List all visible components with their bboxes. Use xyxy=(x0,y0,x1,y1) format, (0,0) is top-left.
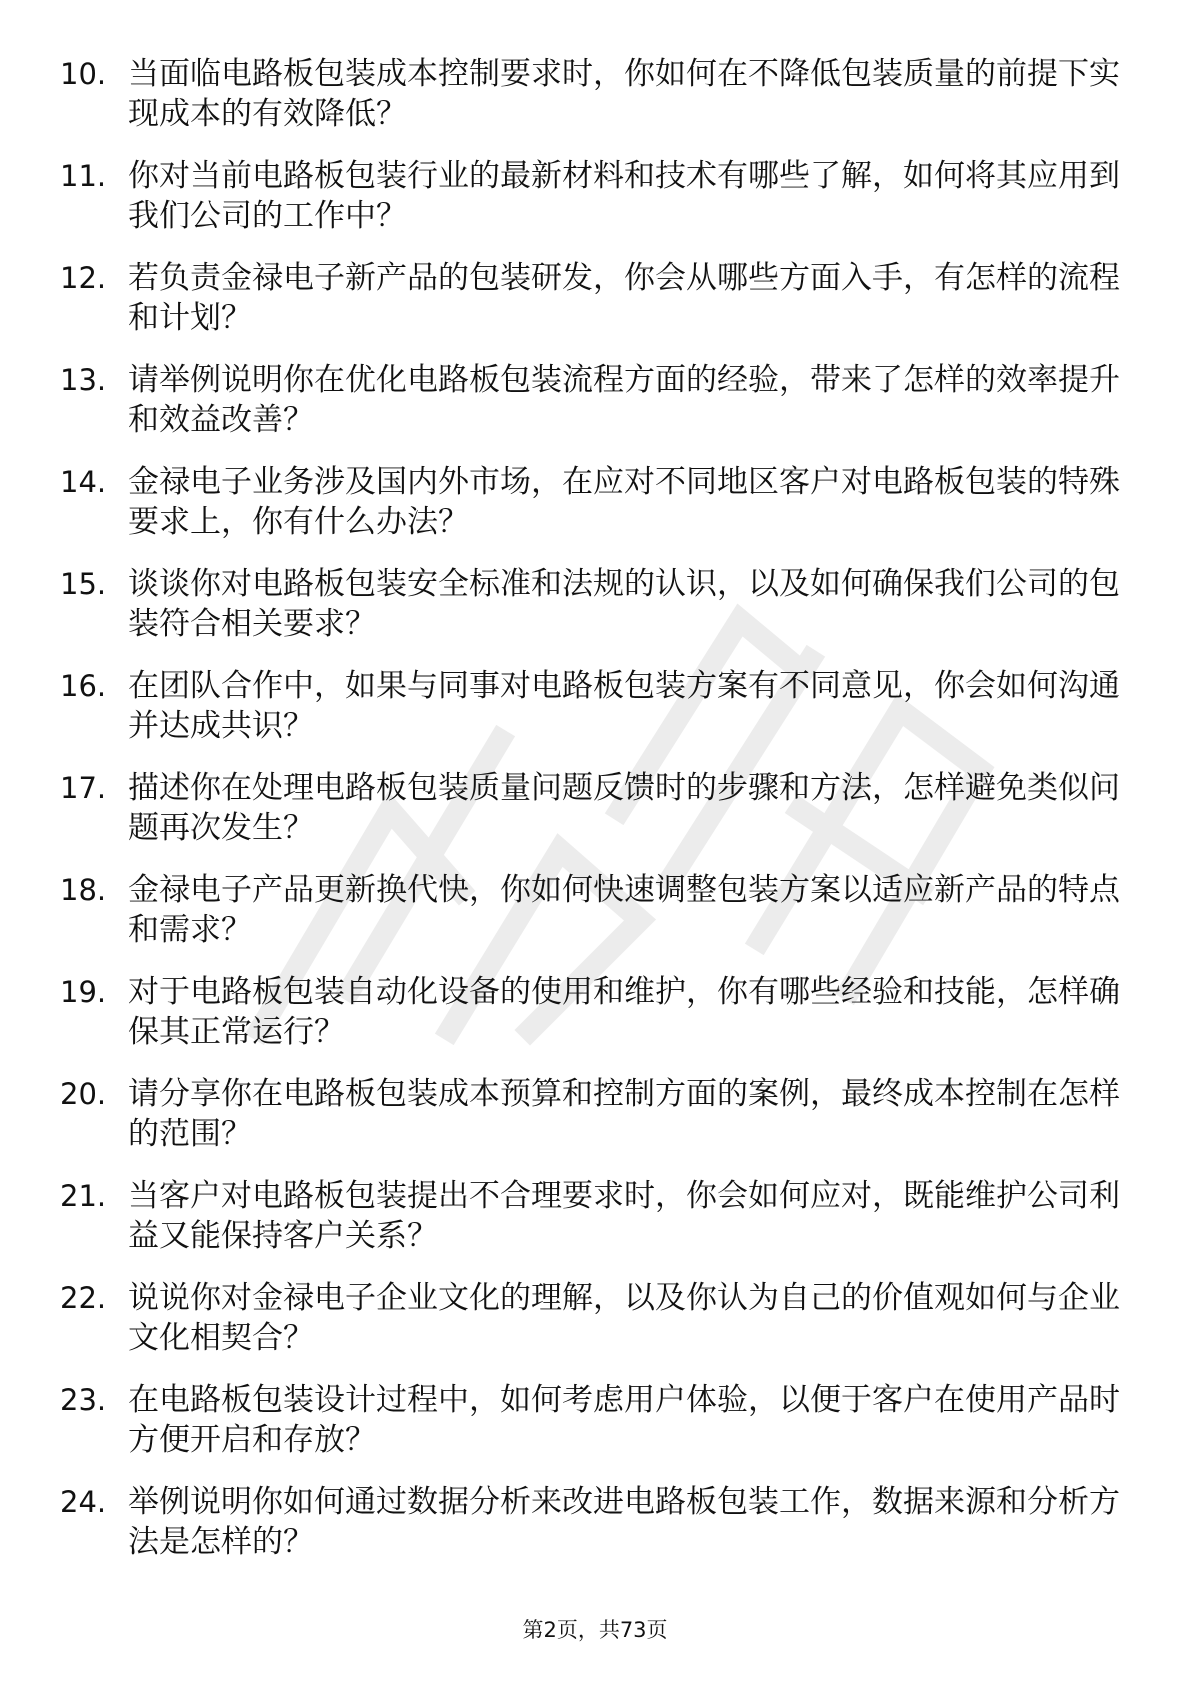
question-number: 12. xyxy=(60,261,107,295)
question-text: 请举例说明你在优化电路板包装流程方面的经验，带来了怎样的效率提升和效益改善？ xyxy=(128,362,1120,438)
question-number: 23. xyxy=(60,1383,107,1417)
question-item xyxy=(60,870,1120,950)
question-text: 举例说明你如何通过数据分析来改进电路板包装工作，数据来源和分析方法是怎样的？ xyxy=(128,1484,1120,1560)
question-number: 20. xyxy=(60,1077,107,1111)
question-number: 21. xyxy=(60,1179,107,1213)
question-list xyxy=(60,54,1120,1584)
question-text: 在电路板包装设计过程中，如何考虑用户体验，以便于客户在使用产品时方便开启和存放？ xyxy=(128,1382,1120,1458)
question-item xyxy=(60,1482,1120,1562)
question-number: 16. xyxy=(60,669,107,703)
question-number: 18. xyxy=(60,873,107,907)
question-text: 描述你在处理电路板包装质量问题反馈时的步骤和方法，怎样避免类似问题再次发生？ xyxy=(128,770,1120,846)
question-text: 说说你对金禄电子企业文化的理解，以及你认为自己的价值观如何与企业文化相契合？ xyxy=(128,1280,1120,1356)
question-text: 若负责金禄电子新产品的包装研发，你会从哪些方面入手，有怎样的流程和计划？ xyxy=(128,260,1120,336)
question-item xyxy=(60,1176,1120,1256)
question-number: 14. xyxy=(60,465,107,499)
question-item xyxy=(60,360,1120,440)
question-text: 请分享你在电路板包装成本预算和控制方面的案例，最终成本控制在怎样的范围？ xyxy=(128,1076,1120,1152)
question-number: 19. xyxy=(60,975,107,1009)
question-number: 17. xyxy=(60,771,107,805)
question-text: 当客户对电路板包装提出不合理要求时，你会如何应对，既能维护公司利益又能保持客户关系？ xyxy=(128,1178,1120,1254)
question-text: 金禄电子业务涉及国内外市场，在应对不同地区客户对电路板包装的特殊要求上，你有什么办法？ xyxy=(128,464,1120,540)
question-text: 当面临电路板包装成本控制要求时，你如何在不降低包装质量的前提下实现成本的有效降低？ xyxy=(128,56,1120,132)
question-item xyxy=(60,258,1120,338)
question-item xyxy=(60,54,1120,134)
question-number: 24. xyxy=(60,1485,107,1519)
question-text: 你对当前电路板包装行业的最新材料和技术有哪些了解，如何将其应用到我们公司的工作中？ xyxy=(128,158,1120,234)
question-number: 22. xyxy=(60,1281,107,1315)
question-number: 10. xyxy=(60,57,107,91)
page-footer: 第2页，共73页 xyxy=(522,1618,668,1642)
question-item xyxy=(60,1380,1120,1460)
question-item xyxy=(60,564,1120,644)
question-item xyxy=(60,1074,1120,1154)
question-item xyxy=(60,462,1120,542)
question-item xyxy=(60,156,1120,236)
question-number: 15. xyxy=(60,567,107,601)
question-text: 在团队合作中，如果与同事对电路板包装方案有不同意见，你会如何沟通并达成共识？ xyxy=(128,668,1120,744)
question-item xyxy=(60,666,1120,746)
question-item xyxy=(60,1278,1120,1358)
question-item xyxy=(60,972,1120,1052)
question-text: 金禄电子产品更新换代快，你如何快速调整包装方案以适应新产品的特点和需求？ xyxy=(128,872,1120,948)
question-item xyxy=(60,768,1120,848)
question-text: 谈谈你对电路板包装安全标准和法规的认识，以及如何确保我们公司的包装符合相关要求？ xyxy=(128,566,1120,642)
question-text: 对于电路板包装自动化设备的使用和维护，你有哪些经验和技能，怎样确保其正常运行？ xyxy=(128,974,1120,1050)
question-number: 11. xyxy=(60,159,107,193)
question-number: 13. xyxy=(60,363,107,397)
